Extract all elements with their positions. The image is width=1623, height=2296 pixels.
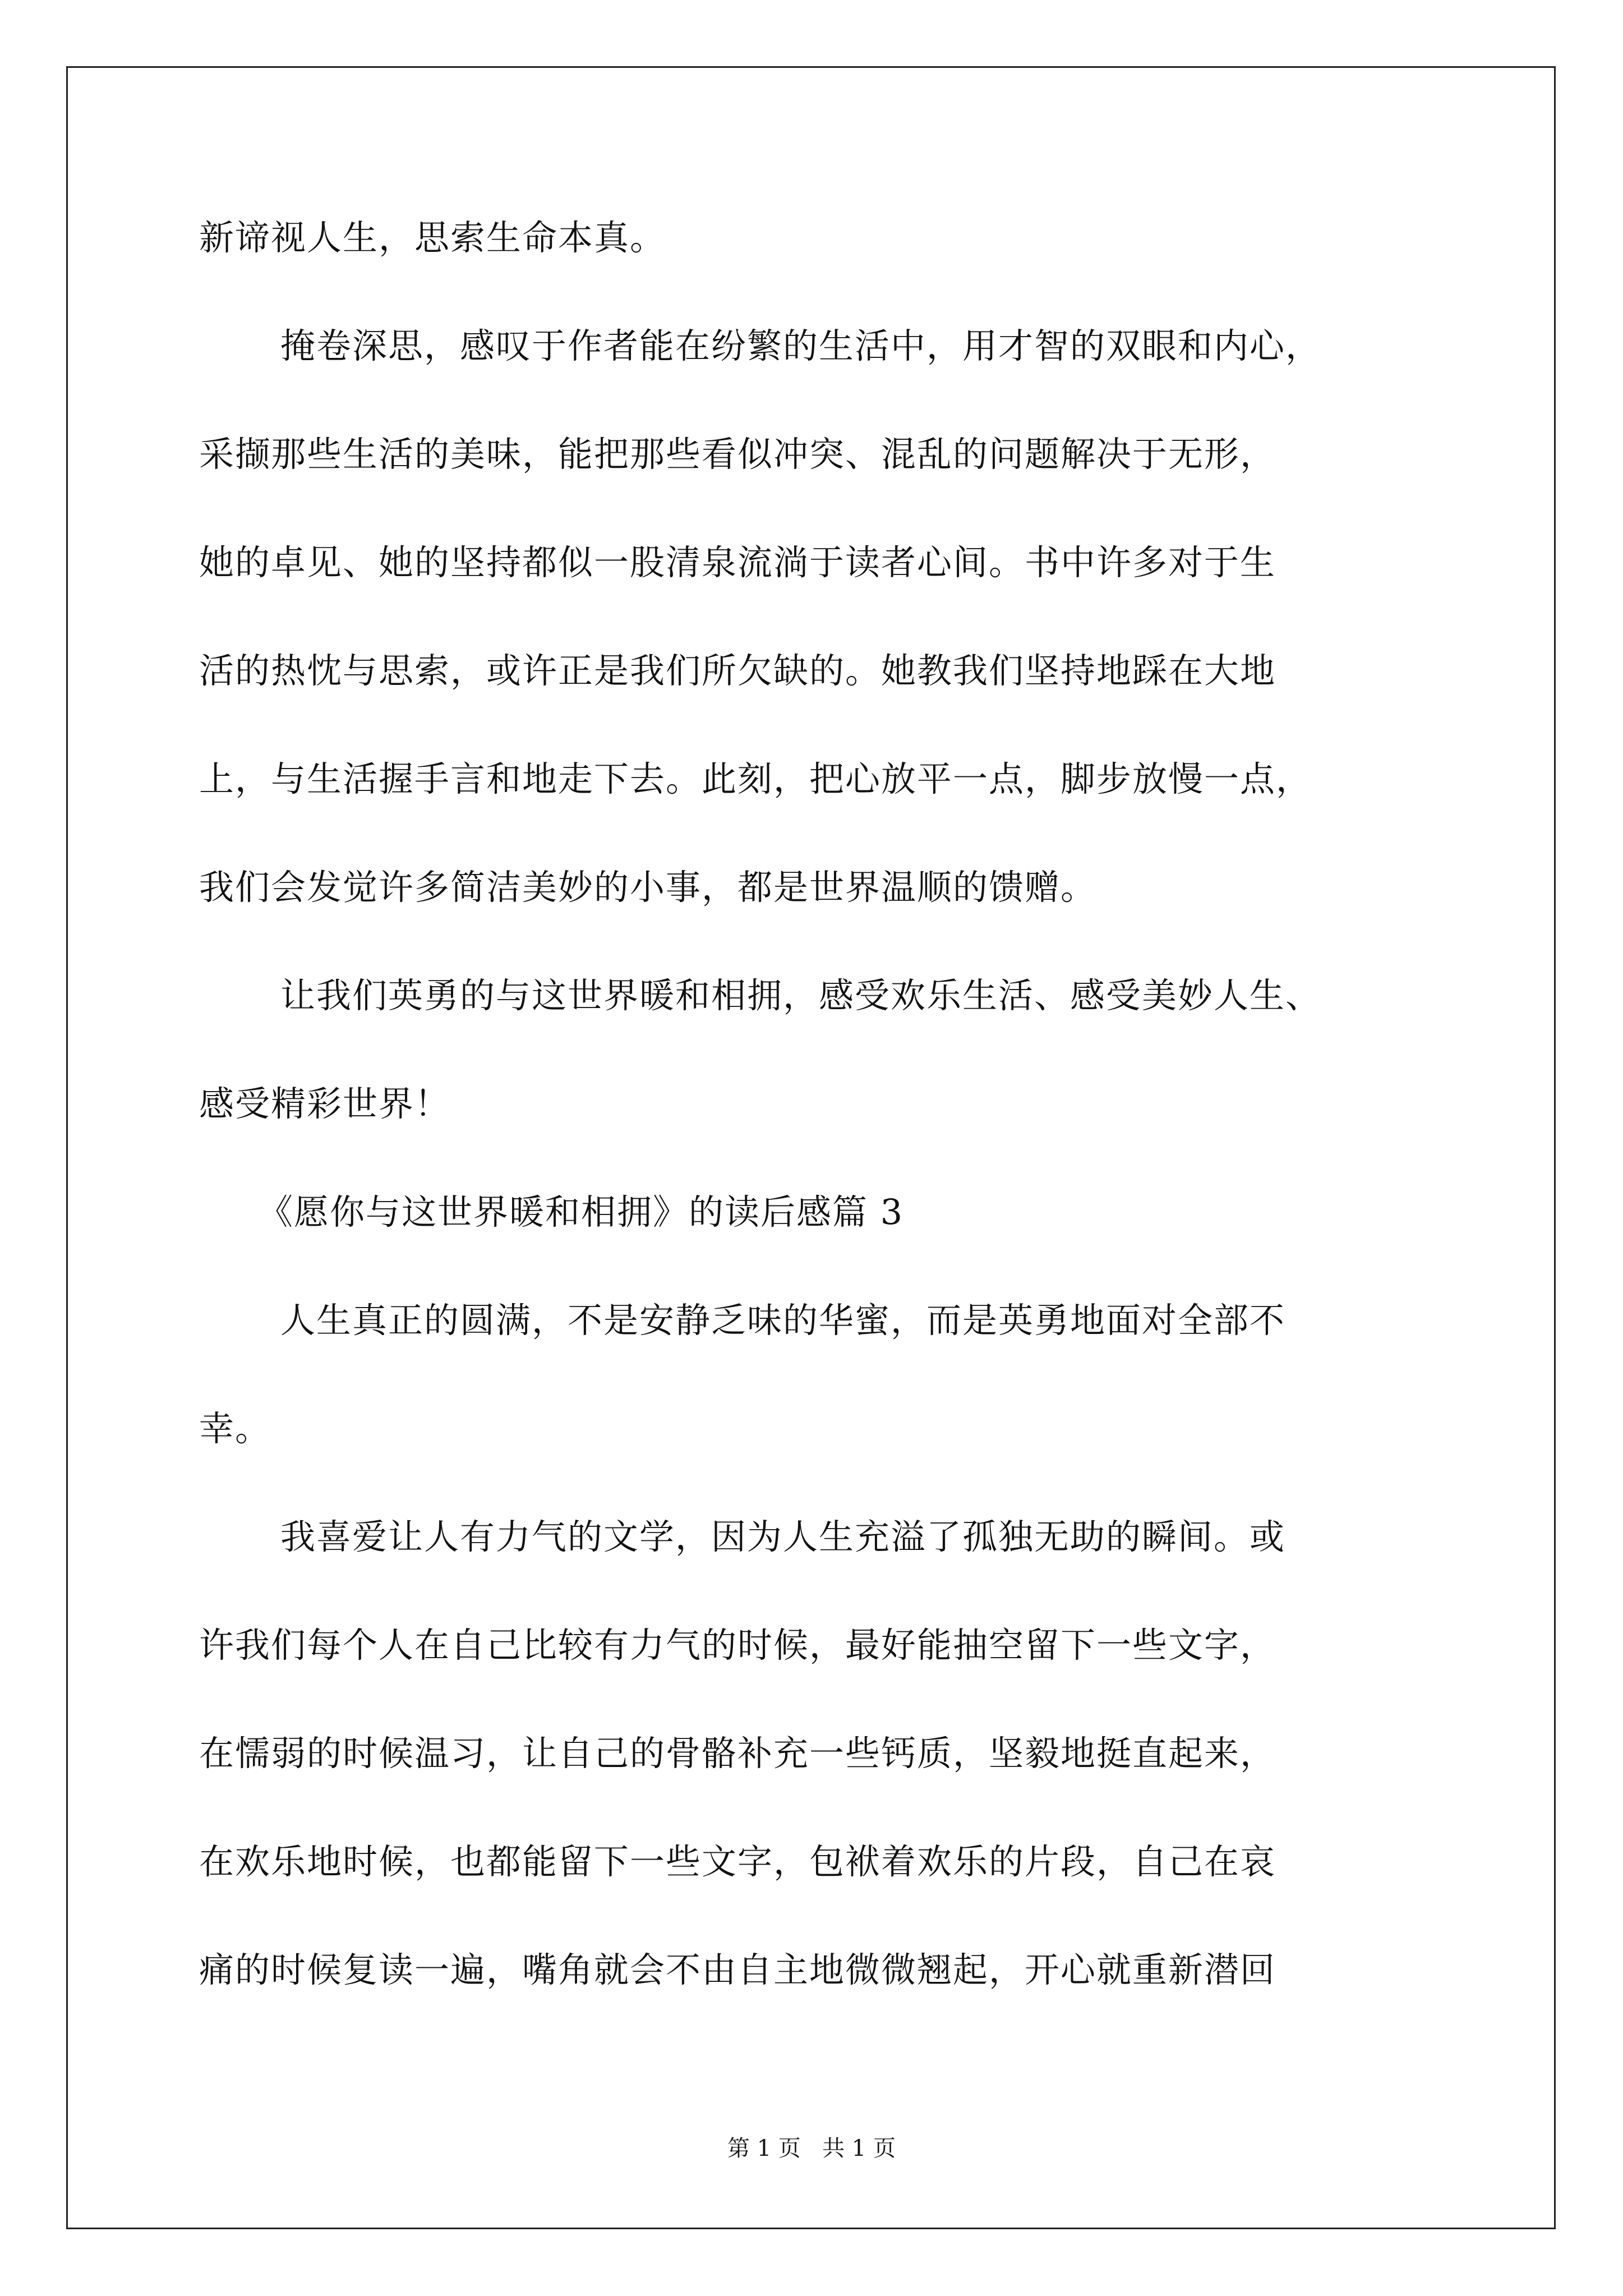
page-frame bbox=[66, 66, 1556, 2229]
text-line: 掩卷深思，感叹于作者能在纷繁的生活中，用才智的双眼和内心， bbox=[280, 325, 1322, 366]
text-line: 我们会发觉许多简洁美妙的小事，都是世界温顺的馈赠。 bbox=[199, 867, 1097, 908]
text-line: 许我们每个人在自己比较有力气的时候，最好能抽空留下一些文字， bbox=[199, 1625, 1276, 1665]
text-line: 在欢乐地时候，也都能留下一些文字，包袱着欢乐的片段，自己在哀 bbox=[199, 1841, 1276, 1882]
text-line: 采撷那些生活的美味，能把那些看似冲突、混乱的问题解决于无形， bbox=[199, 434, 1276, 475]
text-line: 让我们英勇的与这世界暖和相拥，感受欢乐生活、感受美妙人生、 bbox=[280, 975, 1322, 1016]
text-line: 活的热忱与思索，或许正是我们所欠缺的。她教我们坚持地踩在大地 bbox=[199, 650, 1276, 691]
section-heading: 《愿你与这世界暖和相拥》的读后感篇 3 bbox=[258, 1191, 904, 1232]
text-line: 人生真正的圆满，不是安静乏味的华蜜，而是英勇地面对全部不 bbox=[280, 1300, 1286, 1341]
text-line: 我喜爱让人有力气的文学，因为人生充溢了孤独无助的瞬间。或 bbox=[280, 1516, 1286, 1557]
text-line: 感受精彩世界！ bbox=[199, 1083, 451, 1124]
text-line: 她的卓见、她的坚持都似一股清泉流淌于读者心间。书中许多对于生 bbox=[199, 542, 1276, 583]
text-line: 新谛视人生，思索生命本真。 bbox=[199, 217, 666, 258]
text-line: 在懦弱的时候温习，让自己的骨骼补充一些钙质，坚毅地挺直起来， bbox=[199, 1733, 1276, 1774]
text-line: 上，与生活握手言和地走下去。此刻，把心放平一点，脚步放慢一点， bbox=[199, 758, 1312, 799]
page-footer: 第 1 页 共 1 页 bbox=[727, 2136, 896, 2161]
text-line: 痛的时候复读一遍，嘴角就会不由自主地微微翘起，开心就重新潜回 bbox=[199, 1949, 1276, 1990]
text-line: 幸。 bbox=[199, 1408, 271, 1449]
